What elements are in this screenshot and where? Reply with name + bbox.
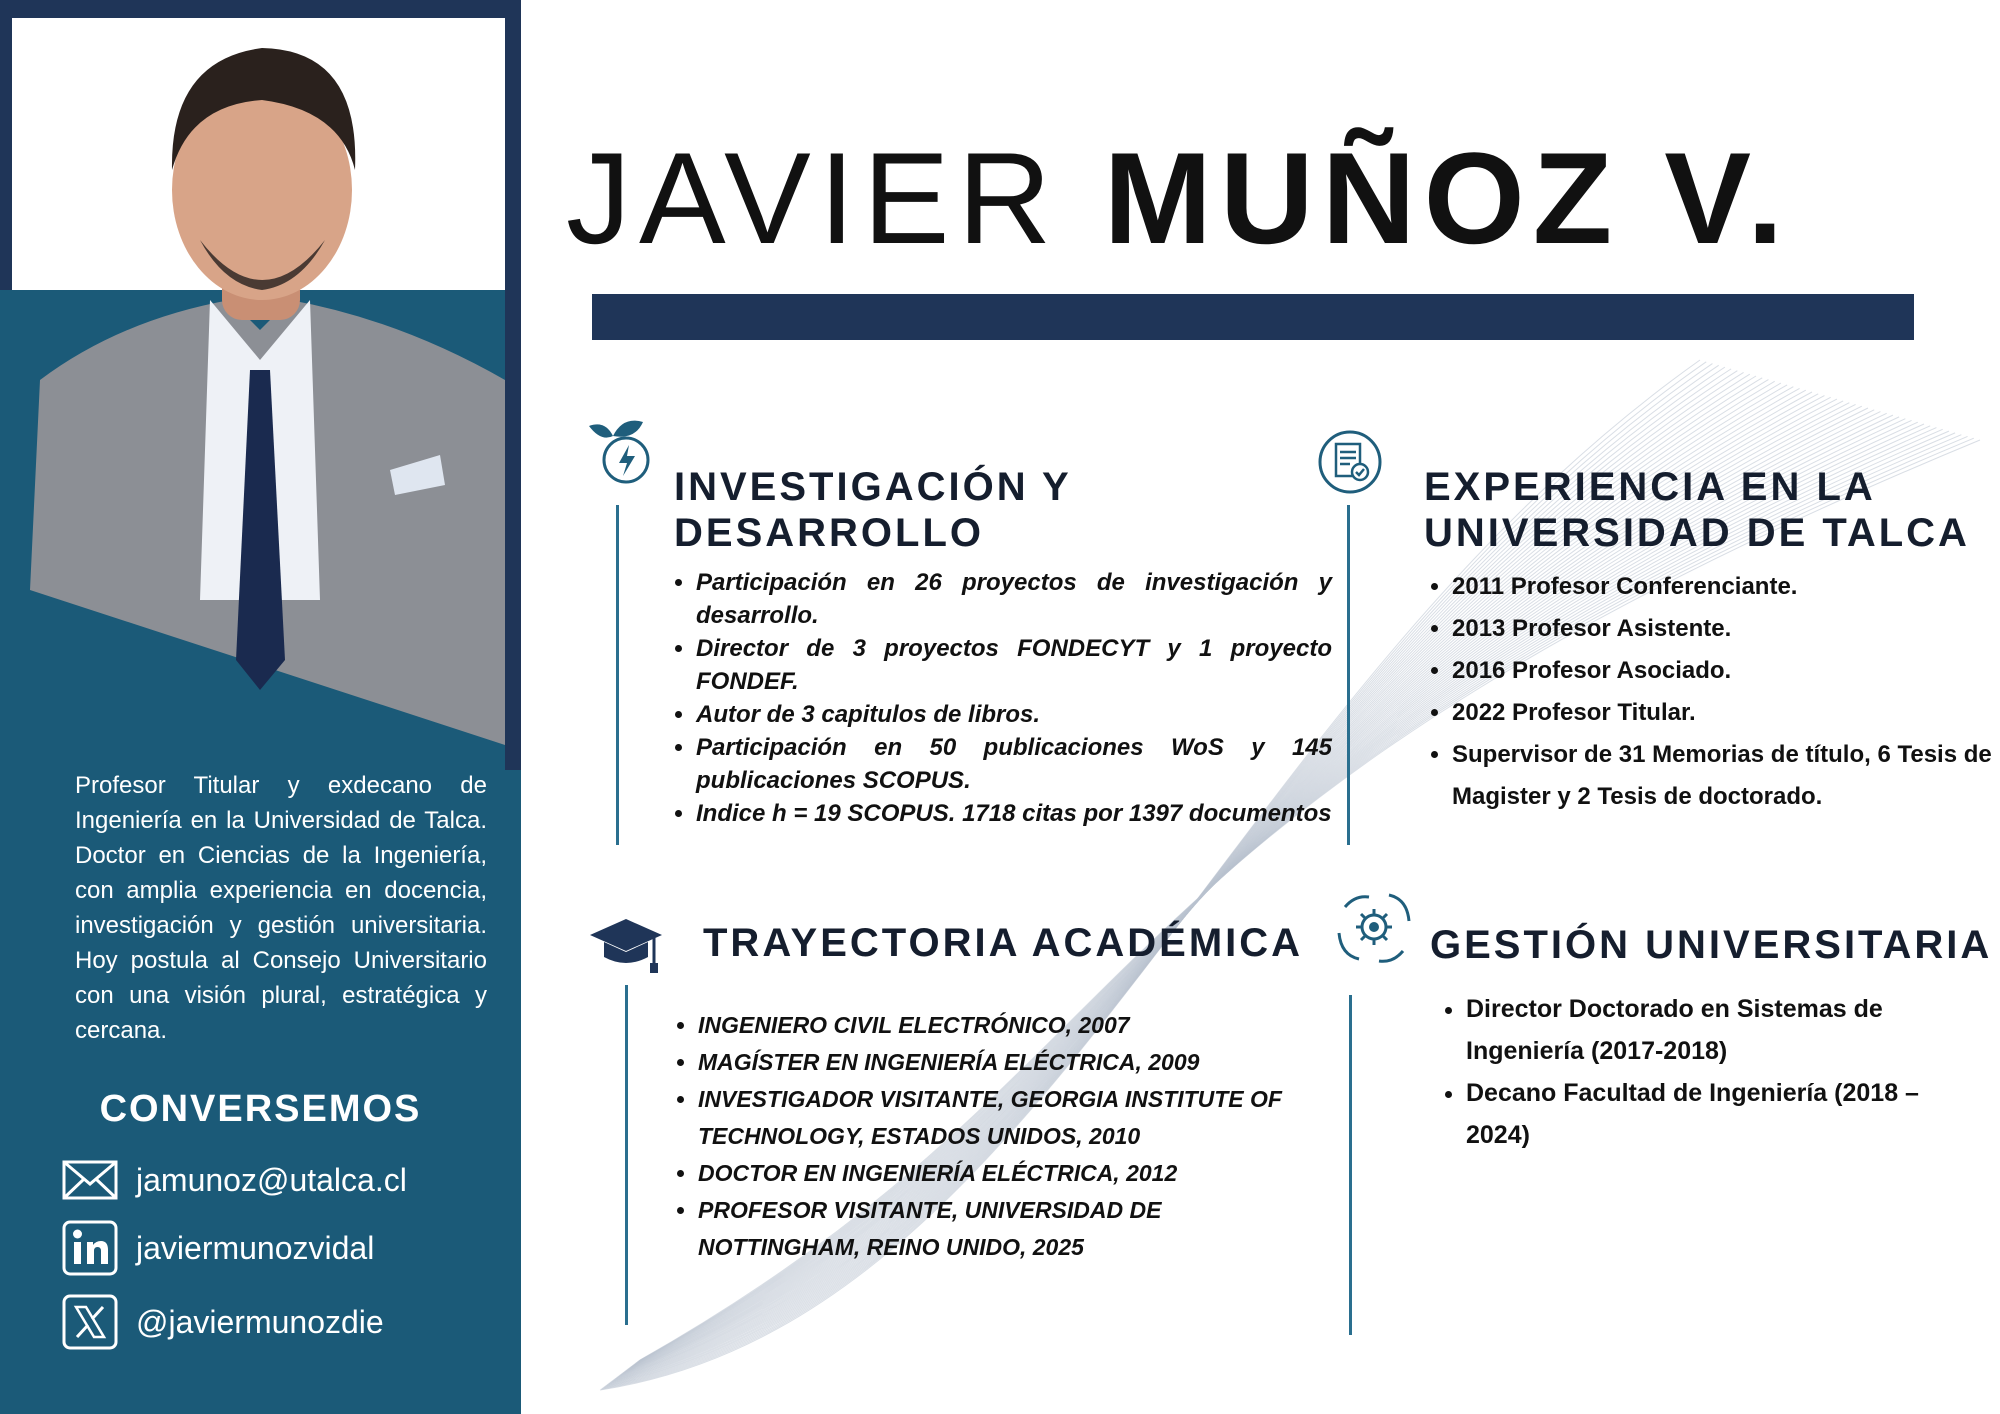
document-check-icon (1318, 430, 1382, 499)
linkedin-text: javiermunozvidal (136, 1229, 375, 1266)
list-item: • Participación en 50 publicaciones WoS y 145 publicaciones SCOPUS. (696, 731, 1332, 797)
x-twitter-icon (62, 1294, 118, 1350)
leaf-energy-icon (583, 418, 653, 493)
linkedin-contact[interactable] (62, 1218, 502, 1278)
about-text: Profesor Titular y exdecano de Ingeniería en la Universidad de Talca. Doctor en Ciencias de la Ingeniería, con amplia experiencia en docencia, investigación y gestión universitaria. Hoy postula al Consejo Universitario con una visión plural, estratégica y cercana. (75, 772, 487, 1044)
list-item: • 2022 Profesor Titular. (1452, 692, 1992, 734)
sidebar (0, 0, 521, 1414)
profile-photo-area (0, 0, 521, 770)
list-item: • Director Doctorado en Sistemas de Ingeniería (2017-2018) (1466, 988, 1986, 1072)
academic-list (674, 1007, 1318, 1266)
email-icon (62, 1152, 118, 1208)
experience-title-line2: UNIVERSIDAD DE TALCA (1424, 511, 1970, 555)
research-list (672, 566, 1332, 830)
graduation-cap-icon (588, 915, 664, 982)
last-name: MUÑOZ V. (1103, 125, 1792, 271)
list-item: • 2011 Profesor Conferenciante. (1452, 566, 1992, 608)
list-item: • Supervisor de 31 Memorias de título, 6 Tesis de Magister y 2 Tesis de doctorado. (1452, 734, 1992, 818)
gear-hands-icon (1335, 893, 1413, 970)
person-name (566, 125, 1792, 271)
experience-line (1347, 505, 1350, 845)
list-item: • INGENIERO CIVIL ELECTRÓNICO, 2007 (698, 1007, 1318, 1044)
management-list (1442, 988, 1986, 1156)
list-item: • Decano Facultad de Ingeniería (2018 – 2024) (1466, 1072, 1986, 1156)
email-contact[interactable] (62, 1150, 502, 1210)
academic-line (625, 985, 628, 1325)
list-item: • 2016 Profesor Asociado. (1452, 650, 1992, 692)
contact-title: CONVERSEMOS (99, 1088, 422, 1130)
list-item: • MAGÍSTER EN INGENIERÍA ELÉCTRICA, 2009 (698, 1044, 1318, 1081)
list-item: • INVESTIGADOR VISITANTE, GEORGIA INSTITUTE OF TECHNOLOGY, ESTADOS UNIDOS, 2010 (698, 1081, 1318, 1155)
research-title-line1: INVESTIGACIÓN Y (674, 465, 1072, 509)
list-item: • Autor de 3 capitulos de libros. (696, 698, 1332, 731)
academic-title: TRAYECTORIA ACADÉMICA (703, 921, 1304, 965)
email-text: jamunoz@utalca.cl (136, 1161, 407, 1198)
list-item: • DOCTOR EN INGENIERÍA ELÉCTRICA, 2012 (698, 1155, 1318, 1192)
first-name: JAVIER (566, 125, 1060, 271)
experience-title (1424, 464, 1970, 556)
research-title (674, 464, 1072, 556)
name-underline-bar (592, 294, 1914, 340)
list-item: • Indice h = 19 SCOPUS. 1718 citas por 1397 documentos (696, 797, 1332, 830)
research-line (616, 505, 619, 845)
list-item: • Participación en 26 proyectos de investigación y desarrollo. (696, 566, 1332, 632)
list-item: • PROFESOR VISITANTE, UNIVERSIDAD DE NOTTINGHAM, REINO UNIDO, 2025 (698, 1192, 1318, 1266)
research-title-line2: DESARROLLO (674, 511, 984, 555)
linkedin-icon (62, 1220, 118, 1276)
twitter-contact[interactable] (62, 1292, 502, 1352)
management-line (1349, 995, 1352, 1335)
management-title: GESTIÓN UNIVERSITARIA (1430, 923, 1993, 967)
experience-title-line1: EXPERIENCIA EN LA (1424, 465, 1876, 509)
profile-photo (0, 0, 521, 770)
list-item: • 2013 Profesor Asistente. (1452, 608, 1992, 650)
experience-list (1428, 566, 1992, 818)
twitter-text: @javiermunozdie (136, 1303, 384, 1340)
list-item: • Director de 3 proyectos FONDECYT y 1 proyecto FONDEF. (696, 632, 1332, 698)
